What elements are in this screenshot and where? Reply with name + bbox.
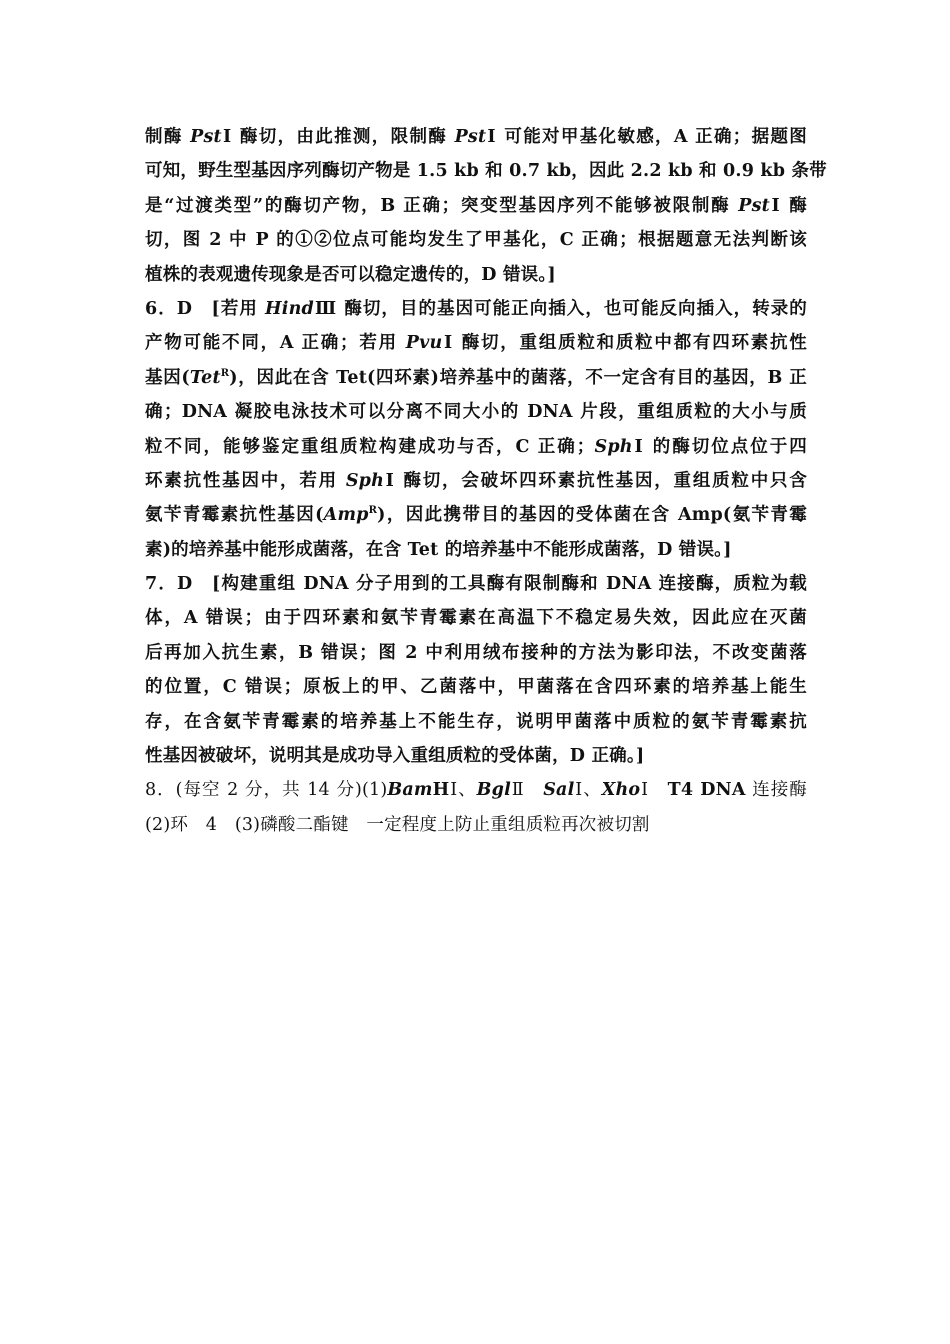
text-run: Ⅰ、 bbox=[574, 780, 602, 801]
text-line bbox=[145, 705, 807, 739]
text-run: Pst bbox=[454, 127, 487, 147]
text-line bbox=[145, 670, 807, 704]
text-run: 植株的表观遗传现象是否可以稳定遗传的，D 错误。] bbox=[145, 264, 556, 285]
text-run: 切，图 2 中 P 的①②位点可能均发生了甲基化，C 正确；根据题意无法判断该 bbox=[145, 230, 807, 251]
text-run: 粒不同，能够鉴定重组质粒构建成功与否，C 正确； bbox=[145, 436, 595, 457]
text-line bbox=[145, 464, 807, 498]
text-run: Ⅰ 酶 bbox=[769, 195, 807, 216]
text-line bbox=[145, 533, 807, 567]
text-run: Bam bbox=[387, 780, 433, 801]
text-run: )，因此携带目的基因的受体菌在含 Amp(氨苄青霉 bbox=[377, 505, 808, 526]
text-line bbox=[145, 601, 807, 635]
text-run: 体，A 错误；由于四环素和氨苄青霉素在高温下不稳定易失效，因此应在灭菌 bbox=[145, 608, 807, 629]
text-run: Ⅰ 可能对甲基化敏感，A 正确；据题图 bbox=[486, 127, 807, 147]
answer-6-line bbox=[145, 292, 807, 326]
text-run: Ⅰ、 bbox=[449, 780, 477, 801]
text-run: R bbox=[220, 367, 230, 379]
text-line bbox=[145, 258, 807, 292]
text-run: 8．(每空 2 分，共 14 分)(1) bbox=[145, 780, 388, 801]
text-run: Ⅰ bbox=[640, 780, 668, 801]
text-line bbox=[145, 120, 807, 154]
text-run: 的位置，C 错误；原板上的甲、乙菌落中，甲菌落在含四环素的培养基上能生 bbox=[145, 677, 807, 698]
text-run: H bbox=[432, 780, 450, 801]
text-run: Pst bbox=[190, 127, 222, 147]
text-run: R bbox=[368, 505, 378, 517]
text-run: Bgl bbox=[476, 780, 511, 801]
text-line bbox=[145, 739, 807, 773]
text-run: 6．D [若用 bbox=[145, 298, 266, 319]
answer-text-block bbox=[145, 120, 827, 842]
text-run: )，因此在含 Tet(四环素)培养基中的菌落，不一定含有目的基因，B 正 bbox=[229, 367, 807, 388]
text-run: Ⅰ 酶切，重组质粒和质粒中都有四环素抗性 bbox=[442, 333, 808, 354]
text-run: Ⅱ bbox=[510, 780, 544, 801]
text-run: Pvu bbox=[405, 333, 443, 354]
text-run: 氨苄青霉素抗性基因( bbox=[145, 505, 324, 526]
answer-7-line bbox=[145, 567, 807, 601]
text-run: T4 DNA bbox=[667, 780, 746, 801]
text-run: 制酶 bbox=[145, 127, 191, 147]
text-line bbox=[145, 395, 807, 429]
text-run: 存，在含氨苄青霉素的培养基上不能生存，说明甲菌落中质粒的氨苄青霉素抗 bbox=[145, 711, 807, 732]
text-run: Sal bbox=[543, 780, 575, 801]
text-run: Hind bbox=[265, 298, 314, 319]
text-run: Sph bbox=[345, 470, 385, 491]
text-run: 连接酶 bbox=[745, 780, 807, 801]
text-run: 可知，野生型基因序列酶切产物是 1.5 kb 和 0.7 kb，因此 2.2 kb 和 0.9 kb 条带 bbox=[145, 161, 827, 182]
text-run: Sph bbox=[594, 436, 633, 457]
text-run: 确；DNA 凝胶电泳技术可以分离不同大小的 DNA 片段，重组质粒的大小与质 bbox=[145, 402, 807, 423]
text-run: 性基因被破坏，说明其是成功导入重组质粒的受体菌，D 正确。] bbox=[145, 746, 645, 767]
text-line bbox=[145, 498, 807, 532]
text-run: 是“过渡类型”的酶切产物，B 正确；突变型基因序列不能够被限制酶 bbox=[145, 195, 739, 216]
text-line bbox=[145, 430, 807, 464]
text-line bbox=[145, 361, 807, 395]
text-run: Ⅲ 酶切，目的基因可能正向插入，也可能反向插入，转录的 bbox=[314, 298, 807, 319]
text-run: (2)环 4 (3)磷酸二酯键 一定程度上防止重组质粒再次被切割 bbox=[145, 814, 650, 835]
text-run: 素)的培养基中能形成菌落，在含 Tet 的培养基中不能形成菌落，D 错误。] bbox=[145, 539, 732, 560]
text-run: Ⅰ 酶切，由此推测，限制酶 bbox=[221, 127, 455, 147]
text-run: 产物可能不同，A 正确；若用 bbox=[145, 333, 406, 354]
text-line bbox=[145, 189, 807, 223]
text-run: 环素抗性基因中，若用 bbox=[145, 470, 346, 491]
text-line bbox=[145, 636, 807, 670]
text-line bbox=[145, 808, 807, 842]
text-line bbox=[145, 326, 807, 360]
text-run: 7．D [构建重组 DNA 分子用到的工具酶有限制酶和 DNA 连接酶，质粒为载 bbox=[145, 574, 807, 595]
text-run: Xho bbox=[601, 780, 641, 801]
answer-8-line bbox=[145, 773, 807, 807]
text-run: Tet bbox=[189, 367, 221, 388]
text-run: Ⅰ 酶切，会破坏四环素抗性基因，重组质粒中只含 bbox=[384, 470, 807, 491]
text-run: 后再加入抗生素，B 错误；图 2 中利用绒布接种的方法为影印法，不改变菌落 bbox=[145, 642, 807, 663]
text-run: Amp bbox=[323, 505, 369, 526]
text-run: Pst bbox=[738, 195, 770, 216]
text-run: Ⅰ 的酶切位点位于四 bbox=[632, 436, 807, 457]
text-line bbox=[145, 154, 827, 188]
text-line bbox=[145, 223, 807, 257]
text-run: 基因( bbox=[145, 367, 190, 388]
